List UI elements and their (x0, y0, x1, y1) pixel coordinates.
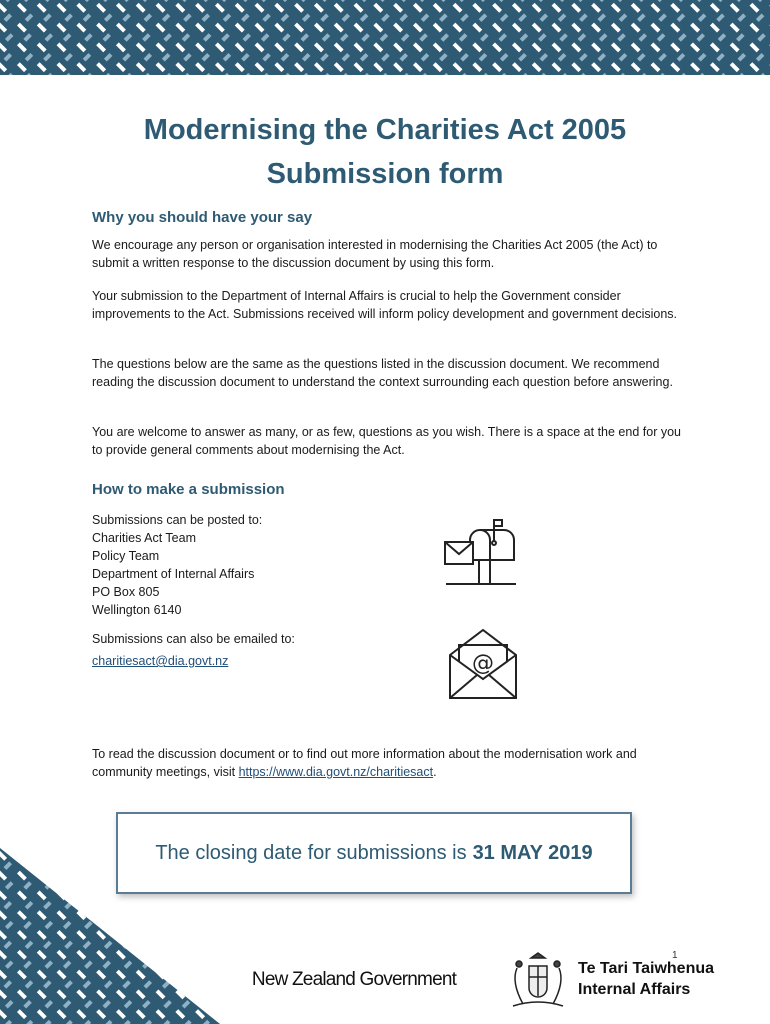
email-link[interactable]: charitiesact@dia.govt.nz (92, 654, 229, 668)
mailbox-icon (442, 516, 520, 588)
address-line: Charities Act Team (92, 531, 196, 545)
header-pattern (0, 0, 770, 75)
why-heading: Why you should have your say (92, 209, 313, 226)
why-paragraph-3: The questions below are the same as the questions listed in the discussion document. We recommend reading the discussion document to understand the context surrounding each question before answering. (92, 357, 673, 389)
email-envelope-icon (447, 627, 519, 701)
svg-text:@: @ (472, 651, 494, 676)
page-number: 1 (672, 950, 678, 961)
footer-pattern (0, 848, 220, 1024)
address-line: PO Box 805 (92, 585, 160, 599)
posted-label: Submissions can be posted to: (92, 513, 263, 527)
postal-address (92, 511, 262, 619)
address-line: Policy Team (92, 549, 160, 563)
closing-text: The closing date for submissions is (155, 841, 467, 864)
address-line: Department of Internal Affairs (92, 567, 255, 581)
how-heading: How to make a submission (92, 481, 285, 498)
why-paragraph-4: You are welcome to answer as many, or as few, questions as you wish. There is a space at the end for you to provide general comments about modernising the Act. (92, 425, 681, 457)
coat-of-arms-icon (505, 950, 571, 1012)
dia-logo-text: Te Tari Taiwhenua Internal Affairs (578, 960, 715, 998)
closing-date: 31 MAY 2019 (472, 841, 593, 864)
page-title: Modernising the Charities Act 2005 Submission form (143, 114, 627, 190)
nz-government-logo: New Zealand Government (251, 969, 457, 990)
more-info-paragraph: To read the discussion document or to find out more information about the modernisation work and community meetings, visit https://www.dia.govt.nz/charitiesact. (92, 747, 637, 779)
address-line: Wellington 6140 (92, 603, 182, 617)
dia-charities-link[interactable]: https://www.dia.govt.nz/charitiesact (238, 765, 434, 779)
why-paragraph-2: Your submission to the Department of Internal Affairs is crucial to help the Government consider improvements to the Act. Submissions received will inform policy development and government decisions. (92, 289, 677, 321)
why-paragraph-1: We encourage any person or organisation interested in modernising the Charities Act 2005 (the Act) to submit a written response to the discussion document by using this form. (92, 238, 658, 270)
email-label: Submissions can also be emailed to: (92, 632, 295, 646)
